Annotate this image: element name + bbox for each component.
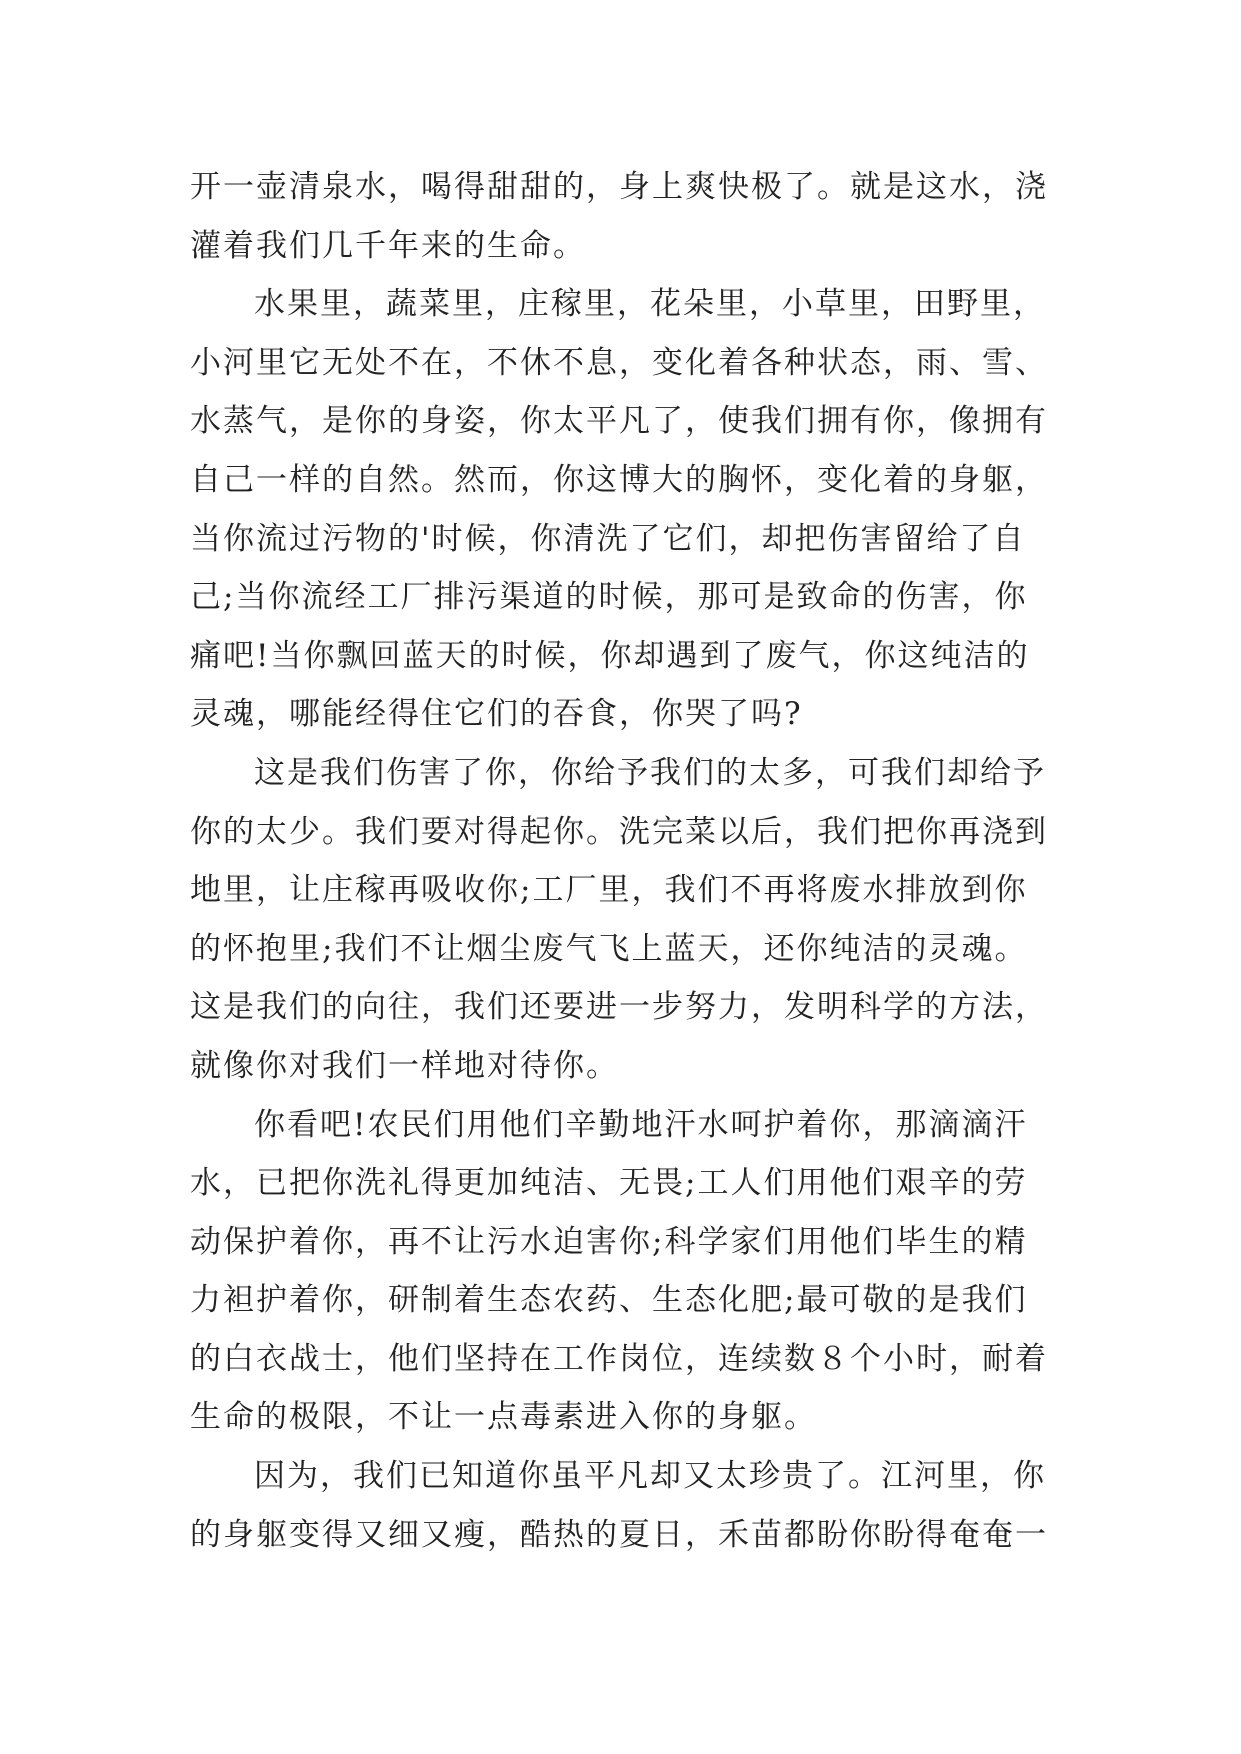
text-line: 力袒护着你，研制着生态农药、生态化肥;最可敬的是我们 <box>190 1282 1028 1319</box>
paragraph <box>190 275 1052 744</box>
text-line: 这是我们伤害了你，你给予我们的太多，可我们却给予 <box>254 754 1046 791</box>
text-line: 水果里，蔬菜里，庄稼里，花朵里，小草里，田野里， <box>254 286 1046 323</box>
text-line: 的身躯变得又细又瘦，酷热的夏日，禾苗都盼你盼得奄奄一 <box>190 1516 1048 1553</box>
paragraph <box>190 158 1052 275</box>
text-line: 小河里它无处不在，不休不息，变化着各种状态，雨、雪、 <box>190 344 1048 381</box>
text-line: 因为，我们已知道你虽平凡却又太珍贵了。江河里，你 <box>254 1458 1046 1495</box>
text-line: 这是我们的向往，我们还要进一步努力，发明科学的方法， <box>190 989 1048 1026</box>
paragraph <box>190 1447 1052 1564</box>
text-line: 灵魂，哪能经得住它们的吞食，你哭了吗? <box>190 696 803 733</box>
text-line: 灌着我们几千年来的生命。 <box>190 227 586 264</box>
text-line: 开一壶清泉水，喝得甜甜的，身上爽快极了。就是这水，浇 <box>190 169 1048 205</box>
text-line: 生命的极限，不让一点毒素进入你的身躯。 <box>190 1399 817 1436</box>
text-line: 就像你对我们一样地对待你。 <box>190 1047 619 1084</box>
text-line: 你看吧!农民们用他们辛勤地汗水呵护着你，那滴滴汗 <box>254 1106 1028 1143</box>
text-line: 自己一样的自然。然而，你这博大的胸怀，变化着的身躯， <box>190 461 1048 498</box>
text-line: 水蒸气，是你的身姿，你太平凡了，使我们拥有你，像拥有 <box>190 403 1048 440</box>
paragraph <box>190 1096 1052 1448</box>
text-line: 己;当你流经工厂排污渠道的时候，那可是致命的伤害，你 <box>190 579 1028 616</box>
text-line: 水，已把你洗礼得更加纯洁、无畏;工人们用他们艰辛的劳 <box>190 1165 1028 1202</box>
text-line: 痛吧!当你飘回蓝天的时候，你却遇到了废气，你这纯洁的 <box>190 637 1030 674</box>
paragraph <box>190 744 1052 1096</box>
text-line: 动保护着你，再不让污水迫害你;科学家们用他们毕生的精 <box>190 1223 1028 1260</box>
text-line: 你的太少。我们要对得起你。洗完菜以后，我们把你再浇到 <box>190 813 1048 850</box>
text-line: 的怀抱里;我们不让烟尘废气飞上蓝天，还你纯洁的灵魂。 <box>190 930 1028 967</box>
document-body <box>190 158 1052 1564</box>
text-line: 的白衣战士，他们坚持在工作岗位，连续数８个小时，耐着 <box>190 1340 1048 1377</box>
text-line: 地里，让庄稼再吸收你;工厂里，我们不再将废水排放到你 <box>190 872 1028 909</box>
text-line: 当你流过污物的'时候，你清洗了它们，却把伤害留给了自 <box>190 520 1026 557</box>
